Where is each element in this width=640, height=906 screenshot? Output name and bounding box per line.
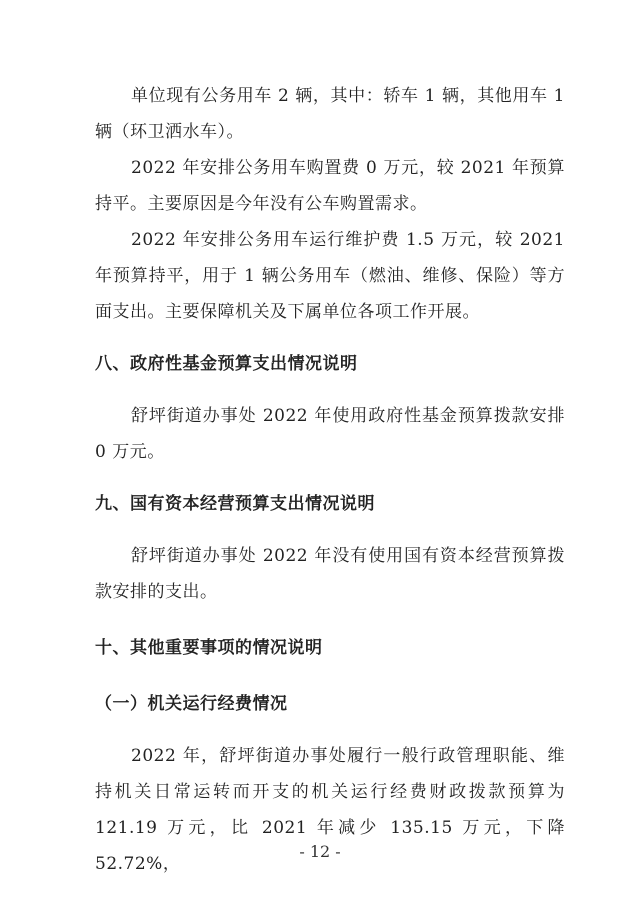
spacer [95,522,565,538]
page-number: - 12 - [299,842,341,861]
spacer [95,470,565,486]
paragraph-maintenance: 2022 年安排公务用车运行维护费 1.5 万元，较 2021 年预算持平，用于 1 辆公务用车（燃油、维修、保险）等方面支出。主要保障机关及下属单位各项工作开展。 [95,230,565,322]
spacer [95,722,565,738]
subsection-heading-1: （一）机关运行经费情况 [95,694,288,714]
paragraph-gov-fund: 舒坪街道办事处 2022 年使用政府性基金预算拨款安排 0 万元。 [95,406,565,462]
document-body [95,78,565,882]
paragraph-operating-costs: 2022 年，舒坪街道办事处履行一般行政管理职能、维持机关日常运转而开支的机关运行经费财政拨款预算为 121.19 万元，比 2021 年减少 135.15 万元，下降 52.72%， [95,746,565,874]
paragraph-purchase: 2022 年安排公务用车购置费 0 万元，较 2021 年预算持平。主要原因是今年没有公车购置需求。 [95,158,565,214]
spacer [95,330,565,346]
paragraph-state-capital: 舒坪街道办事处 2022 年没有使用国有资本经营预算拨款安排的支出。 [95,546,565,602]
spacer [95,666,565,686]
section-heading-10: 十、其他重要事项的情况说明 [95,638,323,658]
paragraph-vehicles: 单位现有公务用车 2 辆，其中：轿车 1 辆，其他用车 1 辆（环卫洒水车）。 [95,86,565,142]
spacer [95,382,565,398]
spacer [95,610,565,630]
section-heading-9: 九、国有资本经营预算支出情况说明 [95,494,375,514]
section-heading-8: 八、政府性基金预算支出情况说明 [95,354,358,374]
